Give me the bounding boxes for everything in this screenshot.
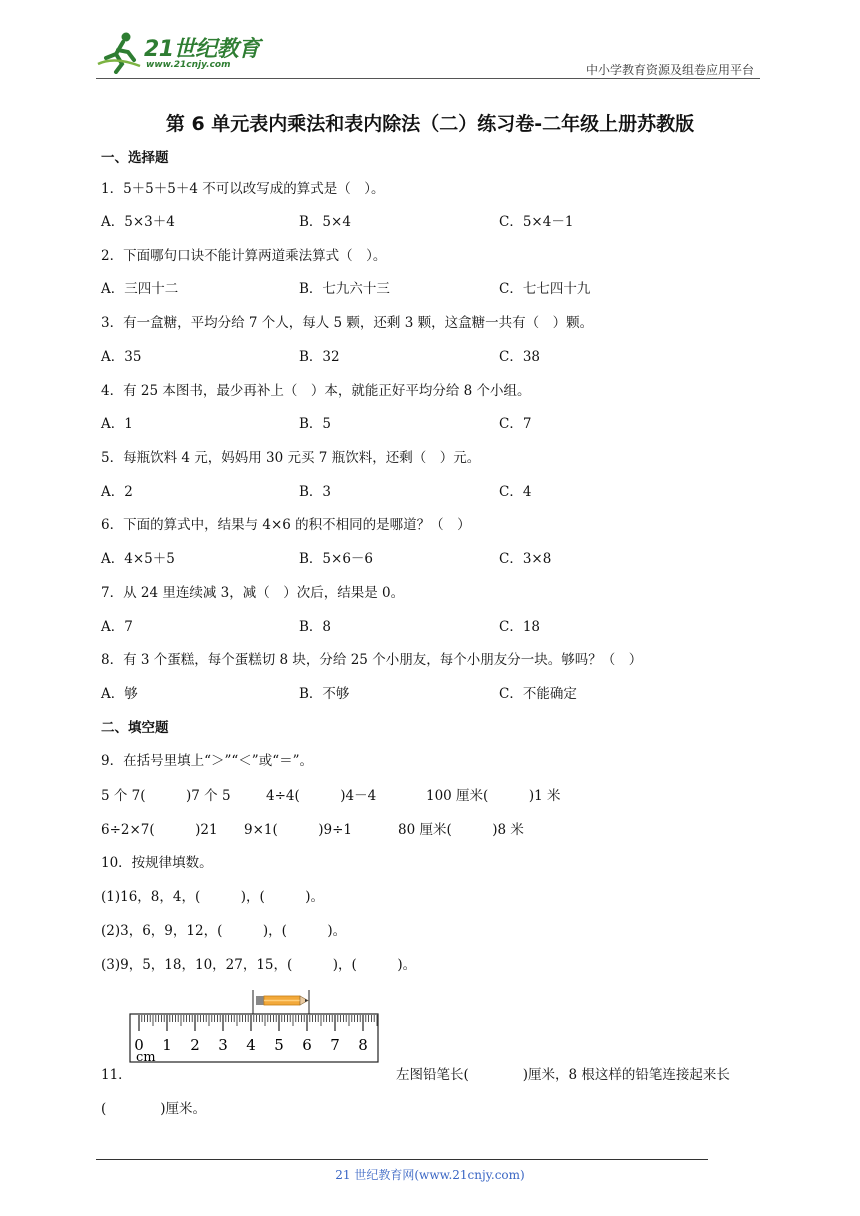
question-stem: 7．从 24 里连续减 3，减（ ）次后，结果是 0。 [101,585,405,601]
option-c: C．18 [499,619,541,635]
question-stem: 5．每瓶饮料 4 元，妈妈用 30 元买 7 瓶饮料，还剩（ ）元。 [101,450,481,466]
logo-text: 21世纪教育 [144,37,260,62]
option-c: C．不能确定 [499,686,577,702]
option-c: C．7 [499,416,532,432]
comparison-item: 80 厘米( )8 米 [398,822,524,838]
ruler-label-3: 3 [218,1036,228,1054]
section-heading-choice: 一、选择题 [101,150,169,166]
ruler-with-pencil-figure [128,986,380,1064]
option-c: C．5×4－1 [499,214,574,230]
ruler-label-7: 7 [330,1036,340,1054]
sequence-item: (1)16，8，4，( )，( )。 [101,889,325,905]
option-c: C．3×8 [499,551,552,567]
question-stem: 8．有 3 个蛋糕，每个蛋糕切 8 块，分给 25 个小朋友，每个小朋友分一块。够吗？（ ） [101,652,643,668]
question-stem: 10．按规律填数。 [101,855,213,871]
pencil-icon [256,996,308,1005]
comparison-item: 4÷4( )4－4 [266,788,377,804]
header-divider [96,78,760,79]
question-stem: 6．下面的算式中，结果与 4×6 的积不相同的是哪道？（ ） [101,517,471,533]
option-c: C．38 [499,349,541,365]
ruler-unit: cm [136,1050,156,1064]
option-b: B．8 [299,619,332,635]
comparison-item: 5 个 7( )7 个 5 [101,788,231,804]
option-a: A．7 [101,619,133,635]
page-title: 第 6 单元表内乘法和表内除法（二）练习卷-二年级上册苏教版 [165,113,695,135]
ruler-label-6: 6 [302,1036,312,1054]
ruler-label-2: 2 [190,1036,200,1054]
option-b: B．5×4 [299,214,351,230]
runner-logo-icon [96,30,144,74]
option-b: B．32 [299,349,340,365]
question-number: 11． [101,1067,132,1083]
option-a: A．1 [101,416,133,432]
ruler-label-1: 1 [162,1036,172,1054]
logo-url: www.21cnjy.com [146,60,231,70]
sequence-item: (2)3，6，9，12，( )，( )。 [101,923,347,939]
question-stem: 2．下面哪句口诀不能计算两道乘法算式（ ）。 [101,248,387,264]
question-stem: 4．有 25 本图书，最少再补上（ ）本，就能正好平均分给 8 个小组。 [101,383,531,399]
comparison-item: 6÷2×7( )21 [101,822,218,838]
option-a: A．4×5＋5 [101,551,175,567]
option-a: A．35 [101,349,142,365]
question-stem: 左图铅笔长( )厘米，8 根这样的铅笔连接起来长 [396,1067,730,1083]
option-b: B．5×6－6 [299,551,373,567]
option-b: B．3 [299,484,332,500]
question-stem: 1．5＋5＋5＋4 不可以改写成的算式是（ ）。 [101,181,385,197]
ruler-label-0: 0 [134,1036,144,1054]
option-b: B．七九六十三 [299,281,390,297]
sequence-item: (3)9，5，18，10，27，15，( )，( )。 [101,957,417,973]
option-a: A．2 [101,484,133,500]
ruler-label-8: 8 [358,1036,368,1054]
footer-text: 21 世纪教育网(www.21cnjy.com) [335,1168,525,1182]
option-a: A．够 [101,686,138,702]
option-a: A．5×3＋4 [101,214,175,230]
footer-divider [96,1159,708,1160]
option-b: B．不够 [299,686,350,702]
option-b: B．5 [299,416,332,432]
option-c: C．七七四十九 [499,281,591,297]
section-heading-fill: 二、填空题 [101,720,169,736]
comparison-item: 100 厘米( )1 米 [426,788,561,804]
platform-name: 中小学教育资源及组卷应用平台 [585,63,754,77]
ruler-label-4: 4 [246,1036,256,1054]
comparison-item: 9×1( )9÷1 [244,822,353,838]
logo [96,30,266,76]
ruler-label-5: 5 [274,1036,284,1054]
question-stem: 3．有一盒糖，平均分给 7 个人，每人 5 颗，还剩 3 颗，这盒糖一共有（ ）颗。 [101,315,594,331]
option-a: A．三四十二 [101,281,179,297]
option-c: C．4 [499,484,532,500]
question-stem-continued: ( )厘米。 [101,1101,207,1117]
question-stem: 9．在括号里填上“＞”“＜”或“＝”。 [101,753,313,769]
page-header [96,30,760,80]
